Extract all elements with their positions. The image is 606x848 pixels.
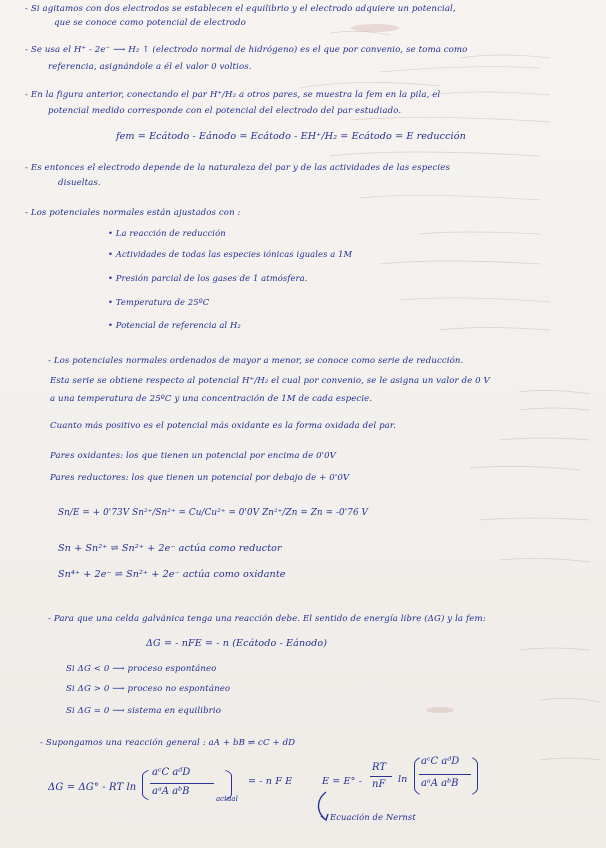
equals-nfe: = - n F E — [248, 776, 293, 787]
rt-numerator: RT — [372, 762, 387, 773]
list-item: • Temperatura de 25ºC — [108, 297, 210, 307]
text-line: Pares oxidantes: los que tienen un potencial por encima de 0'0V — [50, 451, 336, 461]
text-line: que se conoce como potencial de electrodo — [54, 18, 246, 28]
text-line: Esta serie se obtiene respecto al potencial H⁺/H₂ el cual por convenio, se le asigna un valor de 0 V — [50, 376, 490, 386]
text-line: - En la figura anterior, conectando el par H⁺/H₂ a otros pares, se muestra la fem en la pila, el — [25, 90, 441, 100]
fem-equation: fem = Ecátodo - Eánodo = Ecátodo - EH⁺/H₂ = Ecátodo = E reducción — [116, 131, 466, 142]
text-line: Cuanto más positivo es el potencial más oxidante es la forma oxidada del par. — [50, 421, 396, 431]
right-fraction-bar — [419, 774, 471, 775]
criterion-line: Si ΔG > 0 ⟶ proceso no espontáneo — [66, 684, 231, 694]
list-item: • Potencial de referencia al H₂ — [108, 320, 241, 330]
oxidation-half-reaction: Sn⁴⁺ + 2e⁻ ⇌ Sn²⁺ + 2e⁻ actúa como oxidante — [58, 569, 286, 580]
gibbs-nernst-left: ΔG = ΔG° - RT ln — [48, 782, 137, 793]
right-fraction-numerator: aᶜC aᵈD — [421, 756, 460, 767]
text-line: referencia, asignándole a él el valor 0 voltios. — [48, 62, 252, 72]
text-line: - Los potenciales normales están ajustados con : — [25, 208, 241, 218]
rt-denominator: nF — [372, 779, 386, 790]
nernst-label: Ecuación de Nernst — [330, 812, 416, 822]
text-line: - Supongamos una reacción general : aA + bB ⇌ cC + dD — [40, 738, 296, 748]
left-fraction-bar — [150, 783, 214, 784]
list-item: • Presión parcial de los gases de 1 atmósfera. — [108, 273, 308, 283]
criterion-line: Si ΔG < 0 ⟶ proceso espontáneo — [66, 664, 217, 674]
potential-values: Sn/E = + 0'73V Sn²⁺/Sn²⁺ = Cu/Cu²⁺ = 0'0V Zn²⁺/Zn = Zn = -0'76 V — [58, 508, 368, 518]
nernst-left-part: E = E° - — [322, 776, 363, 787]
text-line: - Los potenciales normales ordenados de mayor a menor, se conoce como serie de reducción. — [48, 356, 464, 366]
text-line: disueltas. — [58, 178, 101, 188]
rt-fraction-bar — [370, 776, 392, 777]
left-fraction-subscript: actual — [216, 795, 238, 803]
reduction-half-reaction: Sn + Sn²⁺ ⇌ Sn²⁺ + 2e⁻ actúa como reductor — [58, 543, 282, 554]
ln-symbol: ln — [398, 774, 408, 785]
left-fraction-denominator: aᵃA aᵇB — [152, 786, 190, 797]
left-fraction-numerator: aᶜC aᵈD — [152, 767, 191, 778]
text-line: - Se usa el H⁺ - 2e⁻ ⟶ H₂ ↑ (electrodo normal de hidrógeno) es el que por convenio, se toma como — [25, 45, 468, 55]
right-fraction-denominator: aᵃA aᵇB — [421, 778, 459, 789]
text-line: - Es entonces el electrodo depende de la naturaleza del par y de las actividades de las especies — [25, 163, 450, 173]
criterion-line: Si ΔG = 0 ⟶ sistema en equilibrio — [66, 706, 222, 716]
text-line: potencial medido corresponde con el potencial del electrodo del par estudiado. — [48, 106, 402, 116]
text-line: - Si agitamos con dos electrodos se establecen el equilibrio y el electrodo adquiere un potencial, — [25, 4, 456, 14]
text-line: - Para que una celda galvánica tenga una reacción debe. El sentido de energía libre (ΔG) y la fem: — [48, 614, 486, 624]
list-item: • La reacción de reducción — [108, 228, 226, 238]
text-line: a una temperatura de 25ºC y una concentración de 1M de cada especie. — [50, 394, 373, 404]
gibbs-equation: ΔG = - nFE = - n (Ecátodo - Eánodo) — [146, 638, 328, 649]
list-item: • Actividades de todas las especies iónicas iguales a 1M — [108, 249, 353, 259]
text-line: Pares reductores: los que tienen un potencial por debajo de + 0'0V — [50, 473, 350, 483]
